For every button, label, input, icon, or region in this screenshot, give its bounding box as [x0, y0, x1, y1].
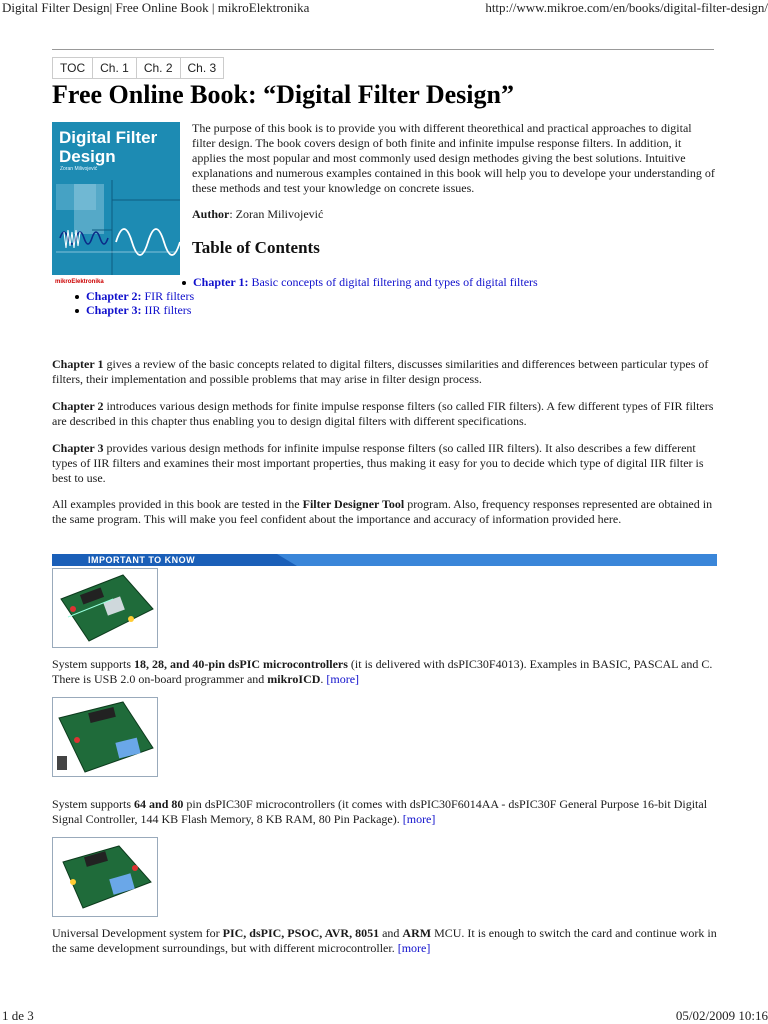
print-footer-page: 1 de 3: [2, 1008, 34, 1023]
toc-item-2: [75, 289, 194, 304]
author-line: [192, 207, 323, 222]
toc-chapter-label: Chapter 1:: [193, 275, 249, 289]
cover-waveform-graphic: [52, 180, 180, 275]
product-1-mid: (it is delivered with dsPIC30F4013). Examples in BASIC, PASCAL and C. There is USB 2.0 on-board programmer and: [52, 657, 713, 686]
product-3-bold2: ARM: [402, 926, 432, 940]
product-2-bold: 64 and 80: [134, 797, 184, 811]
product-1-bold: 18, 28, and 40-pin dsPIC microcontrollers: [134, 657, 348, 671]
toc-link-chapter-3[interactable]: [86, 303, 191, 317]
filter-designer-tool: Filter Designer Tool: [302, 497, 405, 511]
product-3-description: [52, 926, 717, 956]
publisher-logo: mikroElektronika: [55, 279, 104, 285]
toc-link-chapter-1[interactable]: [193, 275, 538, 289]
print-header-title: Digital Filter Design| Free Online Book | mikroElektronika: [2, 0, 310, 15]
print-header-url: http://www.mikroe.com/en/books/digital-filter-design/: [485, 0, 768, 15]
bullet-icon: [75, 309, 79, 313]
toc-item-3: [75, 303, 191, 318]
important-banner-text: IMPORTANT TO KNOW: [88, 555, 196, 565]
important-banner: [52, 554, 717, 566]
author-name: : Zoran Milivojević: [229, 207, 324, 221]
tab-ch1[interactable]: Ch. 1: [93, 58, 137, 78]
toc-chapter-label: Chapter 2:: [86, 289, 142, 303]
product-2-mid: pin dsPIC30F microcontrollers (it comes with dsPIC30F6014AA - dsPIC30F General Purpose 16-bit Digital Signal Controller, 144 KB Flash Memory, 8 KB RAM, 80 Pin Package).: [52, 797, 708, 826]
product-2-more-link[interactable]: [more]: [402, 812, 436, 826]
product-3-bold: PIC, dsPIC, PSOC, AVR, 8051: [222, 926, 380, 940]
chapter-2-text: introduces various design methods for finite impulse response filters (so called FIR filters). A few different types of FIR filters are described in this chapter thus enabling you to design digital filters with different specifications.: [52, 399, 714, 428]
product-image-1[interactable]: [52, 568, 158, 648]
examples-pre: All examples provided in this book are tested in the: [52, 497, 303, 511]
toc-chapter-title: IIR filters: [141, 303, 192, 317]
print-footer-date: 05/02/2009 10:16: [675, 1008, 768, 1023]
dev-board-illustration: [53, 698, 157, 776]
author-label: Author: [192, 207, 230, 221]
product-3-more-link[interactable]: [more]: [397, 941, 431, 955]
chapter-1-summary: [52, 357, 717, 387]
cover-author: Zoran Milivojević: [60, 166, 98, 172]
toc-chapter-label: Chapter 3:: [86, 303, 142, 317]
tab-ch3[interactable]: Ch. 3: [187, 61, 217, 75]
cover-title: [59, 128, 157, 166]
chapter-3-summary: [52, 441, 717, 486]
chapter-2-summary: [52, 399, 717, 429]
product-1-description: [52, 657, 717, 687]
bullet-icon: [182, 281, 186, 285]
product-2-description: [52, 797, 717, 827]
dev-board-illustration: [53, 569, 157, 647]
tab-toc[interactable]: TOC: [53, 58, 93, 78]
toc-chapter-title: FIR filters: [141, 289, 195, 303]
dev-board-illustration: [53, 838, 157, 916]
examples-paragraph: [52, 497, 717, 527]
cover-title-line2: Design: [59, 147, 116, 166]
chapter-1-label: Chapter 1: [52, 357, 104, 371]
product-2-pre: System supports: [52, 797, 135, 811]
tab-ch2[interactable]: Ch. 2: [137, 58, 181, 78]
toc-chapter-title: Basic concepts of digital filtering and types of digital filters: [248, 275, 538, 289]
examples-post: program. Also, frequency responses represented are obtained in the same program. This will make you feel confident about the importance and accuracy of information provided here.: [52, 497, 713, 526]
chapter-tabs: [52, 57, 224, 79]
bullet-icon: [75, 295, 79, 299]
product-1-bold2: mikroICD: [267, 672, 321, 686]
toc-item-1: [182, 275, 538, 290]
product-3-mid: and: [379, 926, 403, 940]
product-image-3[interactable]: [52, 837, 158, 917]
chapter-3-label: Chapter 3: [52, 441, 104, 455]
chapter-1-text: gives a review of the basic concepts related to digital filters, discusses similarities and differences between particular types of filters, their implementation and possible problems that may arise in filter design process.: [52, 357, 709, 386]
product-1-more-link[interactable]: [more]: [326, 672, 360, 686]
chapter-2-label: Chapter 2: [52, 399, 104, 413]
product-image-2[interactable]: [52, 697, 158, 777]
chapter-3-text: provides various design methods for infinite impulse response filters (so called IIR filters). It also describes a few different types of IIR filters and examines their most important properties, thus making it easy for you to decide which type of digital IIR filter is best to use.: [52, 441, 704, 485]
product-1-post: .: [320, 672, 327, 686]
product-3-pre: Universal Development system for: [52, 926, 223, 940]
page-title: Free Online Book: “Digital Filter Design”: [52, 80, 514, 109]
product-3-post: MCU. It is enough to switch the card and continue work in the same development surroundings, but with different microcontroller.: [52, 926, 717, 955]
cover-title-line1: Digital Filter: [59, 128, 158, 147]
intro-paragraph: The purpose of this book is to provide you with different theorethical and practical approaches to digital filter design. The book covers design of both finite and infinite impulse response filters. In addition, it applies the most popular and most commonly used design methodes giving the best solutions. Intuitive explanations and numerous examples contained in this book will help you to develope your understanding of these methods and test your knowledge on concrete issues.: [192, 121, 715, 195]
book-cover-image: [52, 122, 180, 287]
product-1-pre: System supports: [52, 657, 135, 671]
top-divider: [52, 49, 714, 50]
toc-heading: Table of Contents: [192, 238, 320, 257]
toc-link-chapter-2[interactable]: [86, 289, 194, 303]
